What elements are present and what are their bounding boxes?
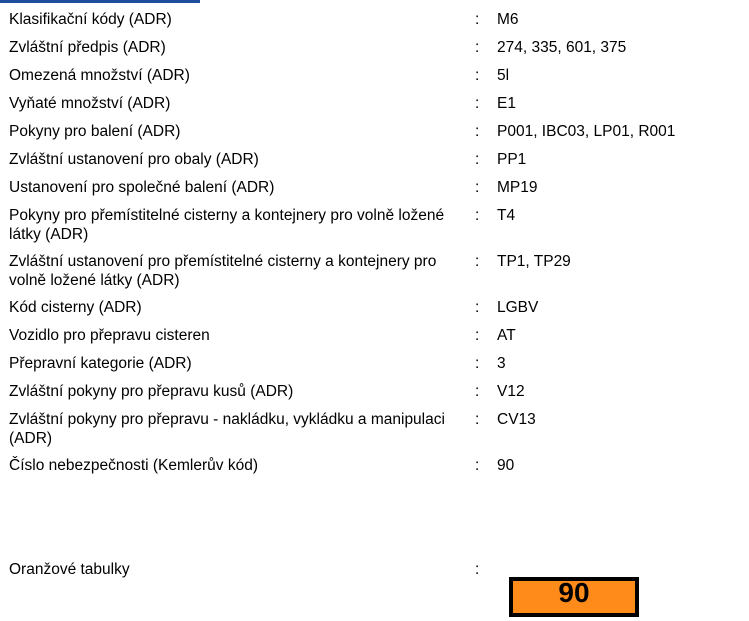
property-label: Zvláštní ustanovení pro obaly (ADR)	[9, 151, 259, 168]
property-separator: :	[475, 355, 480, 372]
property-row-hazard-identification-number	[9, 456, 749, 484]
property-row-special-provisions	[9, 38, 749, 66]
property-value: 274, 335, 601, 375	[497, 39, 627, 56]
property-value: V12	[497, 383, 525, 400]
property-separator: :	[475, 11, 480, 28]
property-label: Omezená množství (ADR)	[9, 67, 190, 84]
property-separator: :	[475, 561, 480, 578]
property-label: Zvláštní ustanovení pro přemístitelné cisterny a kontejnery pro volně ložené látky (ADR)	[9, 253, 437, 289]
adr-property-list	[9, 10, 749, 484]
property-separator: :	[475, 95, 480, 112]
property-separator: :	[475, 457, 480, 474]
property-label: Oranžové tabulky	[9, 561, 130, 578]
property-value: TP1, TP29	[497, 253, 571, 270]
property-value: 90	[497, 457, 515, 474]
property-value: P001, IBC03, LP01, R001	[497, 123, 676, 140]
property-row-package-carriage-provisions	[9, 382, 749, 410]
property-row-orange-plates	[9, 560, 749, 608]
property-separator: :	[475, 299, 480, 316]
property-value: CV13	[497, 411, 536, 428]
property-label: Zvláštní předpis (ADR)	[9, 39, 166, 56]
property-separator: :	[475, 151, 480, 168]
property-separator: :	[475, 253, 480, 270]
property-row-portable-tank-instructions	[9, 206, 749, 252]
property-row-tank-code	[9, 298, 749, 326]
property-label: Kód cisterny (ADR)	[9, 299, 142, 316]
property-value: LGBV	[497, 299, 539, 316]
property-label: Zvláštní pokyny pro přepravu - nakládku, vykládku a manipulaci (ADR)	[9, 411, 445, 447]
property-label: Klasifikační kódy (ADR)	[9, 11, 172, 28]
property-separator: :	[475, 411, 480, 428]
property-separator: :	[475, 179, 480, 196]
property-separator: :	[475, 39, 480, 56]
orange-hazard-plate	[509, 577, 639, 617]
property-label: Zvláštní pokyny pro přepravu kusů (ADR)	[9, 383, 294, 400]
property-label: Vyňaté množství (ADR)	[9, 95, 171, 112]
property-separator: :	[475, 123, 480, 140]
property-value: M6	[497, 11, 519, 28]
property-row-mixed-packing-provisions	[9, 178, 749, 206]
hazard-plate-number: 90	[558, 577, 590, 608]
property-separator: :	[475, 67, 480, 84]
property-value: 3	[497, 355, 506, 372]
property-separator: :	[475, 207, 480, 224]
property-label: Ustanovení pro společné balení (ADR)	[9, 179, 275, 196]
property-value: PP1	[497, 151, 527, 168]
property-value: E1	[497, 95, 516, 112]
property-label: Pokyny pro balení (ADR)	[9, 123, 181, 140]
property-row-limited-quantities	[9, 66, 749, 94]
property-row-classification-codes	[9, 10, 749, 38]
property-value: T4	[497, 207, 516, 224]
property-row-transport-category	[9, 354, 749, 382]
property-row-tank-vehicle	[9, 326, 749, 354]
property-label: Vozidlo pro přepravu cisteren	[9, 327, 210, 344]
property-value: 5l	[497, 67, 510, 84]
property-row-packing-instructions	[9, 122, 749, 150]
property-value: AT	[497, 327, 516, 344]
property-separator: :	[475, 327, 480, 344]
property-row-special-packing-provisions	[9, 150, 749, 178]
property-value: MP19	[497, 179, 538, 196]
property-label: Přepravní kategorie (ADR)	[9, 355, 192, 372]
property-row-excepted-quantities	[9, 94, 749, 122]
property-label: Pokyny pro přemístitelné cisterny a kontejnery pro volně ložené látky (ADR)	[9, 207, 445, 243]
property-row-loading-handling-provisions	[9, 410, 749, 456]
property-separator: :	[475, 383, 480, 400]
property-row-portable-tank-special-provisions	[9, 252, 749, 298]
section-heading-accent	[0, 0, 200, 3]
property-label: Číslo nebezpečnosti (Kemlerův kód)	[9, 457, 258, 474]
